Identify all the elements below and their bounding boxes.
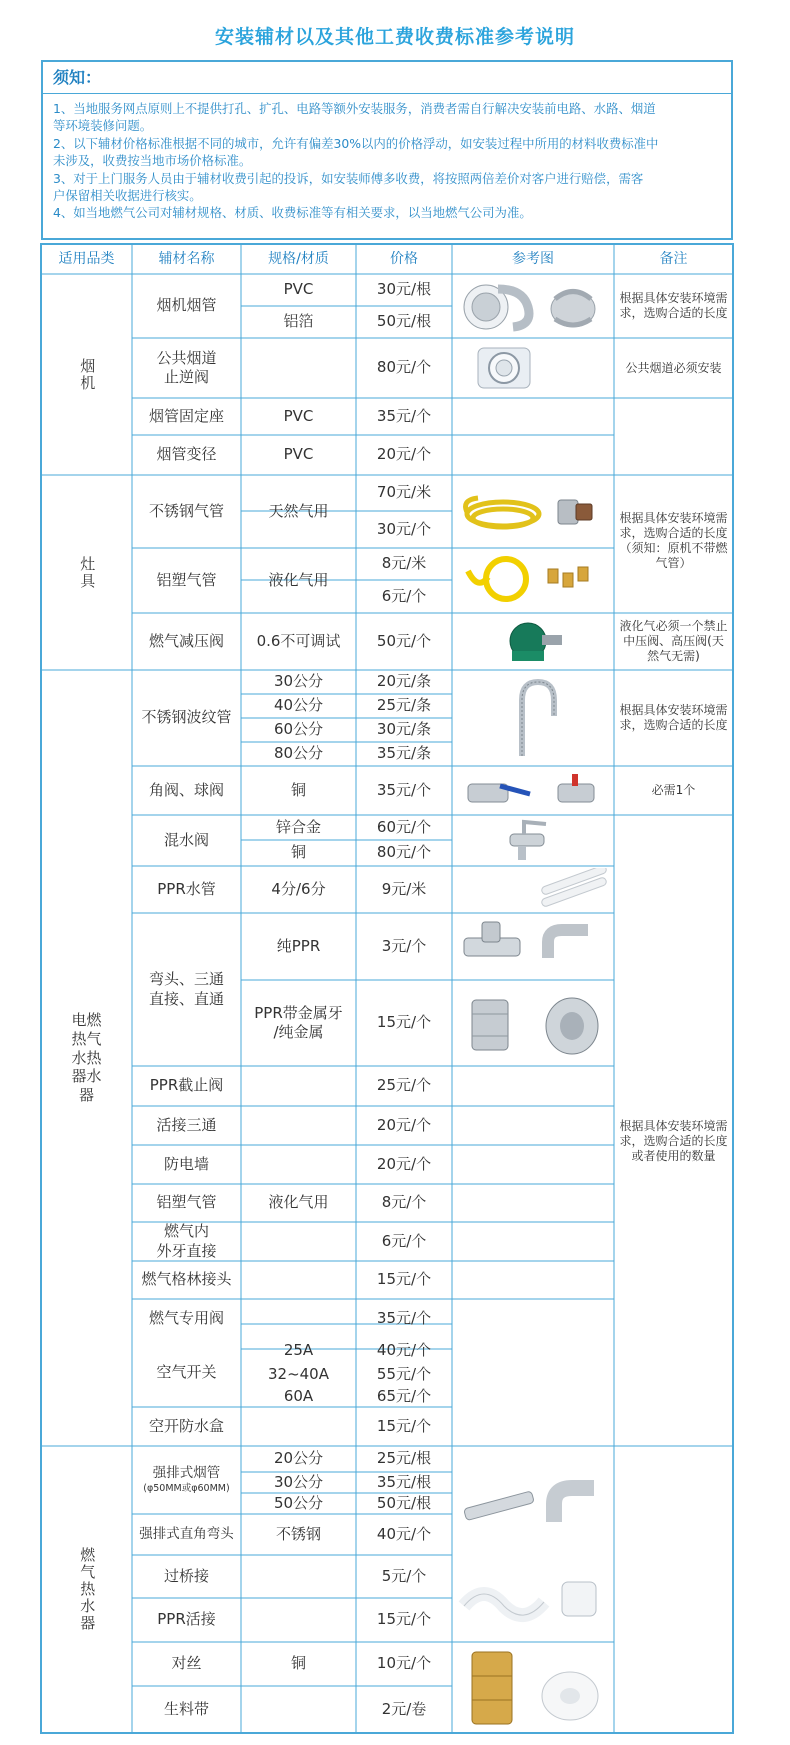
notice-line: 未涉及，收费按当地市场价格标准。 xyxy=(53,153,252,169)
item-name: 铝塑气管 xyxy=(156,570,217,589)
item-name-line: 直接、直通 xyxy=(148,989,224,1008)
notice-line: 4、如当地燃气公司对辅材规格、材质、收费标准等有相关要求，以当地燃气公司为准。 xyxy=(53,205,532,221)
item-price: 50元/根 xyxy=(376,1493,432,1512)
pressure-regulator-image xyxy=(498,617,568,667)
ducting-hose-image xyxy=(458,279,608,334)
item-name: 铝塑气管 xyxy=(156,1193,217,1212)
item-price: 50元/根 xyxy=(376,312,432,331)
item-spec: 4分/6分 xyxy=(271,879,326,898)
item-spec: 锌合金 xyxy=(275,817,321,836)
item-price: 70元/米 xyxy=(376,483,432,502)
item-spec: 纯PPR xyxy=(276,936,321,955)
header-price: 价格 xyxy=(390,250,418,267)
item-remark: 根据具体安装环境需求，选购合适的长度（须知：原机不带燃气管） xyxy=(619,510,728,570)
item-price: 8元/米 xyxy=(381,554,427,573)
item-name: 强排式直角弯头 xyxy=(139,1525,234,1542)
item-name: 燃气格林接头 xyxy=(141,1270,232,1289)
item-price: 15元/个 xyxy=(376,1013,432,1032)
item-price: 20元/个 xyxy=(376,1154,432,1173)
item-price: 30元/个 xyxy=(376,519,432,538)
item-spec: 铜 xyxy=(290,843,306,862)
item-spec: 20公分 xyxy=(273,1449,324,1468)
header-image: 参考图 xyxy=(512,250,554,267)
item-spec: PVC xyxy=(283,280,314,299)
item-spec: 30公分 xyxy=(273,672,324,691)
category-range-hood: 烟机 xyxy=(78,357,97,392)
item-name: 燃气减压阀 xyxy=(148,631,224,650)
item-price: 15元/个 xyxy=(376,1270,432,1289)
item-name: 活接三通 xyxy=(156,1115,217,1134)
item-price: 80元/个 xyxy=(376,358,432,377)
check-valve-image xyxy=(470,342,540,394)
item-price: 60元/个 xyxy=(376,817,432,836)
aluminum-gas-pipe-image xyxy=(458,551,608,609)
item-spec: 30公分 xyxy=(273,1472,324,1491)
item-name: 燃气专用阀 xyxy=(148,1309,224,1328)
flue-pipe-image xyxy=(458,1470,608,1540)
metal-fitting-image xyxy=(464,986,604,1062)
item-spec: 不锈钢 xyxy=(275,1524,321,1543)
item-spec: 铝箔 xyxy=(283,312,314,331)
item-price: 35元/根 xyxy=(376,1472,432,1491)
category-gas-water-heater: 燃气热水器 xyxy=(78,1547,97,1632)
item-name-line: 燃气内 xyxy=(163,1222,209,1240)
item-price: 65元/个 xyxy=(376,1387,432,1406)
item-price: 5元/个 xyxy=(381,1566,427,1585)
item-spec-line: PPR带金属牙 xyxy=(254,1003,343,1022)
item-name xyxy=(132,913,241,1066)
item-name: 不锈钢气管 xyxy=(148,501,224,520)
notice-line: 2、以下辅材价格标准根据不同的城市，允许有偏差30%以内的价格浮动，如安装过程中所用的材料收费标准中 xyxy=(53,135,659,151)
notice-line: 等环境装修问题。 xyxy=(53,118,153,134)
item-name-line: 公共烟道 xyxy=(156,348,217,367)
item-price: 80元/个 xyxy=(376,843,432,862)
item-price: 20元/个 xyxy=(376,1115,432,1134)
item-price: 8元/个 xyxy=(381,1193,427,1212)
item-name: 混水阀 xyxy=(163,830,209,849)
item-price: 6元/个 xyxy=(381,1231,427,1250)
item-spec: 铜 xyxy=(290,1654,306,1673)
page-title: 安装辅材以及其他工费收费标准参考说明 xyxy=(214,26,575,48)
item-spec-line: /纯金属 xyxy=(273,1023,324,1041)
item-name: 生料带 xyxy=(163,1699,209,1718)
item-price: 6元/个 xyxy=(381,586,427,605)
item-spec: 32~40A xyxy=(267,1365,329,1384)
item-price: 35元/个 xyxy=(376,406,432,425)
item-name: 烟管固定座 xyxy=(148,406,224,425)
item-spec: 液化气用 xyxy=(268,570,329,589)
item-price: 25元/根 xyxy=(376,1449,432,1468)
item-name: 防电墙 xyxy=(163,1154,209,1173)
notice-line: 户保留相关收据进行核实。 xyxy=(53,188,202,204)
item-price: 30元/根 xyxy=(376,280,432,299)
item-name: PPR活接 xyxy=(157,1610,216,1629)
item-name-line: 强排式烟管 xyxy=(152,1465,221,1482)
item-price: 40元/个 xyxy=(376,1341,432,1360)
elbow-tee-image xyxy=(458,918,608,976)
item-name: PPR水管 xyxy=(157,879,216,898)
item-price: 15元/个 xyxy=(376,1416,432,1435)
item-price: 35元/条 xyxy=(376,744,432,763)
ppr-union-image xyxy=(458,1562,608,1636)
item-price: 25元/个 xyxy=(376,1076,432,1095)
item-spec: PVC xyxy=(283,406,314,425)
item-price: 30元/条 xyxy=(376,720,432,739)
category-water-heater xyxy=(41,670,132,1446)
item-name: 过桥接 xyxy=(163,1566,209,1585)
item-name: 烟管变径 xyxy=(156,445,217,464)
item-price: 50元/个 xyxy=(376,631,432,650)
item-remark: 根据具体安装环境需求，选购合适的长度 xyxy=(619,291,728,320)
ppr-pipe-image xyxy=(540,868,610,912)
corrugated-pipe-image xyxy=(510,676,560,760)
item-price: 35元/个 xyxy=(376,1309,432,1328)
item-spec: 50公分 xyxy=(273,1493,324,1512)
category-line: 电燃 xyxy=(71,1011,102,1030)
item-spec: 80公分 xyxy=(273,744,324,763)
item-remark: 必需1个 xyxy=(651,783,696,797)
category-line: 器水 xyxy=(71,1067,102,1086)
item-spec xyxy=(241,980,356,1066)
notice-line: 1、当地服务网点原则上不提供打孔、扩孔、电路等额外安装服务，消费者需自行解决安装前电路、水路、烟道 xyxy=(53,101,656,116)
item-name: 不锈钢波纹管 xyxy=(141,708,232,727)
category-line: 器 xyxy=(78,1086,94,1105)
item-name xyxy=(132,1446,241,1514)
item-price: 15元/个 xyxy=(376,1610,432,1629)
mixing-valve-image xyxy=(500,818,560,864)
item-price: 40元/个 xyxy=(376,1524,432,1543)
category-stove: 灶具 xyxy=(78,555,97,590)
header-category: 适用品类 xyxy=(58,250,115,267)
notice-line: 3、对于上门服务人员由于辅材收费引起的投诉，如安装师傅多收费，将按照两倍差价对客户进行赔偿，需客 xyxy=(53,170,644,186)
item-name xyxy=(132,1222,241,1261)
item-price: 55元/个 xyxy=(376,1365,432,1384)
item-spec: 60公分 xyxy=(273,720,324,739)
item-name: 烟机烟管 xyxy=(156,296,217,315)
item-price: 9元/米 xyxy=(381,879,427,898)
item-spec: 60A xyxy=(283,1387,314,1406)
item-spec: PVC xyxy=(283,445,314,464)
item-price: 25元/条 xyxy=(376,696,432,715)
item-remark: 根据具体安装环境需求，选购合适的长度 xyxy=(619,703,728,732)
category-line: 热气 xyxy=(71,1029,102,1048)
item-spec: 40公分 xyxy=(273,696,324,715)
header-spec: 规格/材质 xyxy=(268,250,329,267)
yellow-gas-hose-image xyxy=(458,480,608,544)
item-name: PPR截止阀 xyxy=(149,1076,224,1095)
item-price: 20元/个 xyxy=(376,445,432,464)
item-remark: 液化气必须一个禁止中压阀、高压阀(天然气无需) xyxy=(619,619,728,663)
item-remark: 公共烟道必须安装 xyxy=(625,360,722,375)
header-name: 辅材名称 xyxy=(158,250,215,267)
item-name-line: 止逆阀 xyxy=(163,368,209,386)
item-name: 对丝 xyxy=(171,1654,202,1673)
item-spec: 0.6不可调试 xyxy=(256,631,341,650)
brass-nipple-tape-image xyxy=(458,1646,608,1730)
notice-heading: 须知： xyxy=(43,62,731,94)
item-price: 10元/个 xyxy=(376,1654,432,1673)
item-spec: 25A xyxy=(283,1341,314,1360)
item-spec: 天然气用 xyxy=(268,501,329,520)
item-name: 角阀、球阀 xyxy=(148,780,224,799)
item-spec: 铜 xyxy=(290,780,306,799)
item-name: 空开防水盒 xyxy=(148,1416,224,1435)
item-price: 3元/个 xyxy=(381,936,427,955)
item-remark: 根据具体安装环境需求，选购合适的长度或者使用的数量 xyxy=(619,1119,728,1163)
item-name: 空气开关 xyxy=(156,1363,217,1382)
ball-valve-image xyxy=(460,770,610,812)
item-spec: 液化气用 xyxy=(268,1193,329,1212)
item-price: 20元/条 xyxy=(376,672,432,691)
item-name xyxy=(132,338,241,398)
item-name-line: 外牙直接 xyxy=(156,1241,217,1260)
header-remark: 备注 xyxy=(659,250,688,267)
item-price: 35元/个 xyxy=(376,780,432,799)
item-name-subline: (φ50MM或φ60MM) xyxy=(143,1482,230,1494)
item-price: 2元/卷 xyxy=(381,1699,427,1718)
category-line: 水热 xyxy=(71,1048,102,1067)
item-name-line: 弯头、三通 xyxy=(148,970,224,988)
